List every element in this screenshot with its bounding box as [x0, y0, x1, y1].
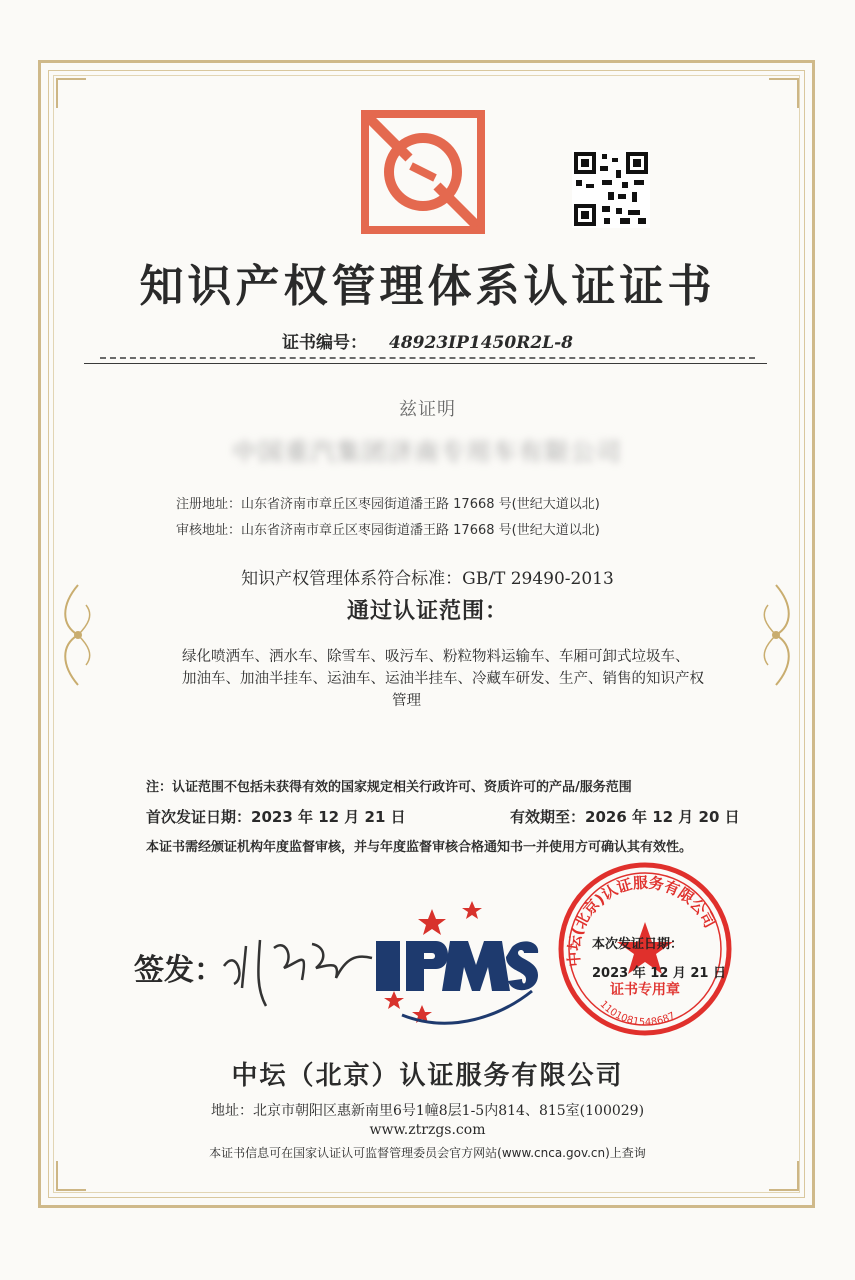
audit-address-value: 山东省济南市章丘区枣园街道潘王路 17668 号(世纪大道以北)	[241, 523, 600, 538]
scope-line: 加油车、加油半挂车、运油车、运油半挂车、冷藏车研发、生产、销售的知识产权	[182, 671, 704, 687]
organization-name: 中坛（北京）认证服务有限公司	[231, 1061, 624, 1091]
valid-until-label: 有效期至：	[510, 808, 586, 826]
audit-address	[176, 519, 600, 538]
ipms-logo-icon	[372, 895, 542, 1035]
valid-until-date	[510, 806, 740, 827]
scope-heading: 通过认证范围：	[346, 598, 508, 624]
qr-code-icon	[572, 150, 650, 228]
this-issue-date: 2023 年 12 月 21 日	[592, 966, 726, 981]
scope-line: 管理	[392, 693, 421, 709]
company-name: 中国重汽集团济南专用车有限公司	[232, 438, 623, 466]
scope-note: 注：认证范围不包括未获得有效的国家规定相关行政许可、资质许可的产品/服务范围	[146, 780, 632, 795]
first-issue-date	[146, 806, 406, 827]
organization-website: www.ztrzgs.com	[369, 1122, 486, 1138]
corner-ornament	[56, 1161, 86, 1191]
corner-ornament	[769, 78, 799, 108]
registered-address	[176, 493, 600, 512]
registered-address-label: 注册地址：	[176, 497, 242, 512]
solid-divider	[84, 363, 767, 364]
seal-subtext: 证书专用章	[610, 982, 680, 998]
certificate-number-label: 证书编号：	[282, 333, 367, 353]
scope-line: 绿化喷洒车、洒水车、除雪车、吸污车、粉粒物料运输车、车厢可卸式垃圾车、	[182, 649, 690, 665]
query-note: 本证书信息可在国家认证认可监督管理委员会官方网站(www.cnca.gov.cn)上查询	[209, 1146, 646, 1160]
scope-text	[182, 646, 722, 712]
first-issue-value: 2023 年 12 月 21 日	[251, 808, 406, 826]
audit-address-label: 审核地址：	[176, 523, 242, 538]
registered-address-value: 山东省济南市章丘区枣园街道潘王路 17668 号(世纪大道以北)	[241, 497, 600, 512]
seal-code: 1101081548687	[597, 999, 678, 1029]
conformity-standard: 知识产权管理体系符合标准：GB/T 29490-2013	[241, 569, 614, 589]
hereby-certify: 兹证明	[399, 399, 456, 420]
corner-ornament	[769, 1161, 799, 1191]
organization-address: 地址：北京市朝阳区惠新南里6号1幢8层1-5内814、815室(100029)	[210, 1103, 645, 1119]
certification-logo-icon	[361, 110, 485, 234]
certificate-number-value: 48923IP1450R2L-8	[389, 333, 573, 353]
issuer-label: 签发：	[134, 953, 224, 988]
valid-until-value: 2026 年 12 月 20 日	[585, 808, 740, 826]
signature-icon	[216, 918, 376, 1008]
validity-note: 本证书需经颁证机构年度监督审核，并与年度监督审核合格通知书一并使用方可确认其有效性。	[146, 840, 693, 855]
corner-ornament	[56, 78, 86, 108]
seal-text: 中坛(北京)认证服务有限公司	[564, 873, 719, 968]
first-issue-label: 首次发证日期：	[146, 808, 252, 826]
certificate-number	[0, 328, 855, 353]
dashed-divider	[100, 357, 755, 359]
this-issue-label: 本次发证日期：	[592, 937, 684, 952]
certificate-title: 知识产权管理体系认证证书	[139, 261, 716, 312]
